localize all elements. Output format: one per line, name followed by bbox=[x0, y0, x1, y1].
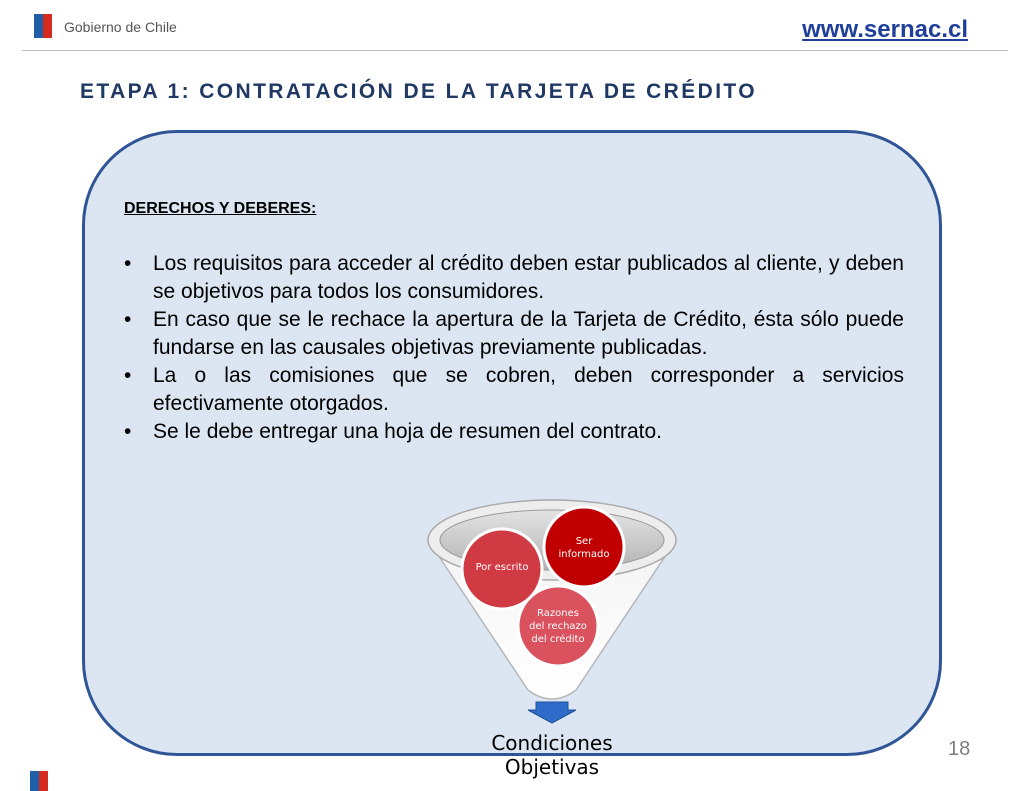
bullet-text: Los requisitos para acceder al crédito deben estar publicados al cliente, y deben se objetivos para todos los consumidores. bbox=[153, 252, 904, 303]
header-divider bbox=[22, 50, 1008, 51]
rights-list bbox=[124, 250, 904, 446]
list-item bbox=[124, 306, 904, 362]
diagram-caption: Condiciones Objetivas bbox=[491, 731, 613, 779]
bullet-glyph: • bbox=[124, 252, 132, 275]
por-escrito-circle bbox=[462, 529, 542, 609]
chile-flag-logo bbox=[34, 14, 52, 38]
bullet-text: En caso que se le rechace la apertura de la Tarjeta de Crédito, ésta sólo puede fundarse en las causales objetivas previamente publicadas. bbox=[153, 308, 904, 359]
ser-informado-circle bbox=[544, 507, 624, 587]
bullet-text: La o las comisiones que se cobren, deben corresponder a servicios efectivamente otorgados. bbox=[153, 364, 904, 415]
government-label: Gobierno de Chile bbox=[64, 19, 177, 35]
section-heading: DERECHOS Y DEBERES: bbox=[124, 200, 317, 217]
bullet-glyph: • bbox=[124, 420, 132, 443]
bullet-glyph: • bbox=[124, 308, 132, 331]
list-item bbox=[124, 250, 904, 306]
sernac-website-link[interactable]: www.sernac.cl bbox=[802, 16, 968, 43]
por-escrito-label: Por escrito bbox=[475, 562, 529, 573]
chile-flag-footer-logo bbox=[30, 771, 48, 791]
ser-informado-line-2: informado bbox=[558, 549, 610, 560]
page-number: 18 bbox=[948, 738, 971, 760]
razones-line-2: del rechazo bbox=[529, 621, 587, 632]
bullet-text: Se le debe entregar una hoja de resumen del contrato. bbox=[153, 420, 663, 443]
arrow-down-icon bbox=[528, 702, 576, 723]
bullet-glyph: • bbox=[124, 364, 132, 387]
slide-title: ETAPA 1: CONTRATACIÓN DE LA TARJETA DE CRÉDITO bbox=[80, 80, 758, 103]
razones-line-3: del crédito bbox=[531, 634, 585, 645]
list-item bbox=[124, 418, 904, 446]
list-item bbox=[124, 362, 904, 418]
razones-line-1: Razones bbox=[537, 608, 579, 619]
funnel-diagram bbox=[420, 494, 690, 726]
ser-informado-line-1: Ser bbox=[575, 536, 593, 547]
